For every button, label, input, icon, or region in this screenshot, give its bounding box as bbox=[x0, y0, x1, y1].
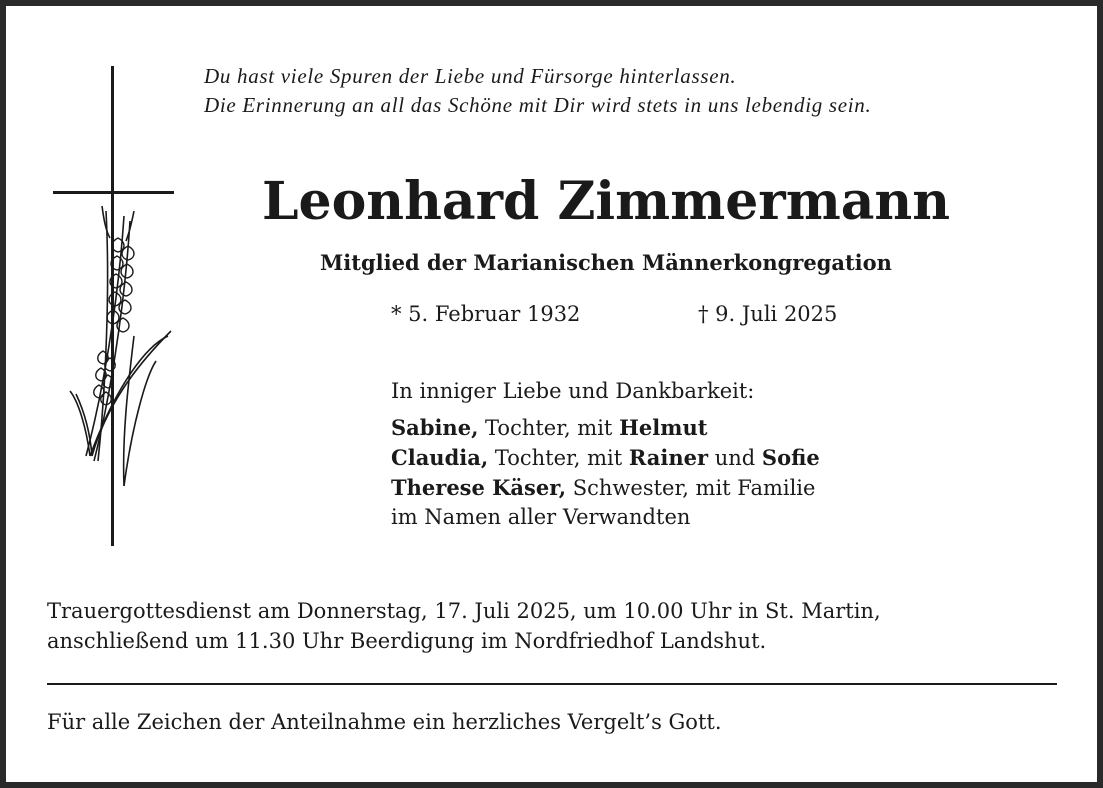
mourner-name: Helmut bbox=[619, 415, 708, 440]
mourner-row bbox=[391, 503, 820, 532]
mourner-name: Claudia, bbox=[391, 445, 489, 470]
death-date: † 9. Juli 2025 bbox=[698, 302, 838, 326]
mourner-relation: Tochter, mit bbox=[478, 416, 620, 440]
mourner-name: Sofie bbox=[761, 445, 820, 470]
mourner-relation: Tochter, mit bbox=[488, 446, 629, 470]
mourners-list bbox=[391, 413, 820, 532]
wheat-icon bbox=[70, 206, 171, 486]
mourner-relation: Schwester, mit Familie bbox=[566, 476, 816, 500]
mourner-name: Sabine, bbox=[391, 415, 479, 440]
mourner-relation: im Namen aller Verwandten bbox=[391, 505, 691, 529]
mourner-name: Rainer bbox=[628, 445, 709, 470]
quote-line-1: Du hast viele Spuren der Liebe und Fürsorge hinterlassen. bbox=[204, 64, 737, 88]
funeral-service-info bbox=[47, 596, 1077, 656]
mourners-block bbox=[391, 377, 820, 532]
service-line-2: anschließend um 11.30 Uhr Beerdigung im Nordfriedhof Landshut. bbox=[47, 629, 767, 653]
service-line-1: Trauergottesdienst am Donnerstag, 17. Juli 2025, um 10.00 Uhr in St. Martin, bbox=[47, 599, 881, 623]
memorial-quote bbox=[204, 62, 1084, 120]
mourner-row bbox=[391, 413, 820, 443]
deceased-name: Leonhard Zimmermann bbox=[261, 171, 951, 232]
divider-line bbox=[47, 683, 1057, 685]
membership-line: Mitglied der Marianischen Männerkongregation bbox=[320, 250, 892, 275]
thanks-line: Für alle Zeichen der Anteilnahme ein herzliches Vergelt’s Gott. bbox=[47, 710, 722, 734]
mourner-row bbox=[391, 443, 820, 473]
quote-line-2: Die Erinnerung an all das Schöne mit Dir wird stets in uns lebendig sein. bbox=[204, 93, 872, 117]
birth-date: * 5. Februar 1932 bbox=[391, 302, 581, 326]
mourner-relation: und bbox=[708, 446, 762, 470]
mourner-row bbox=[391, 473, 820, 503]
cross-with-wheat-illustration bbox=[6, 6, 206, 566]
mourners-intro: In inniger Liebe und Dankbarkeit: bbox=[391, 379, 755, 403]
mourner-name: Therese Käser, bbox=[391, 475, 567, 500]
